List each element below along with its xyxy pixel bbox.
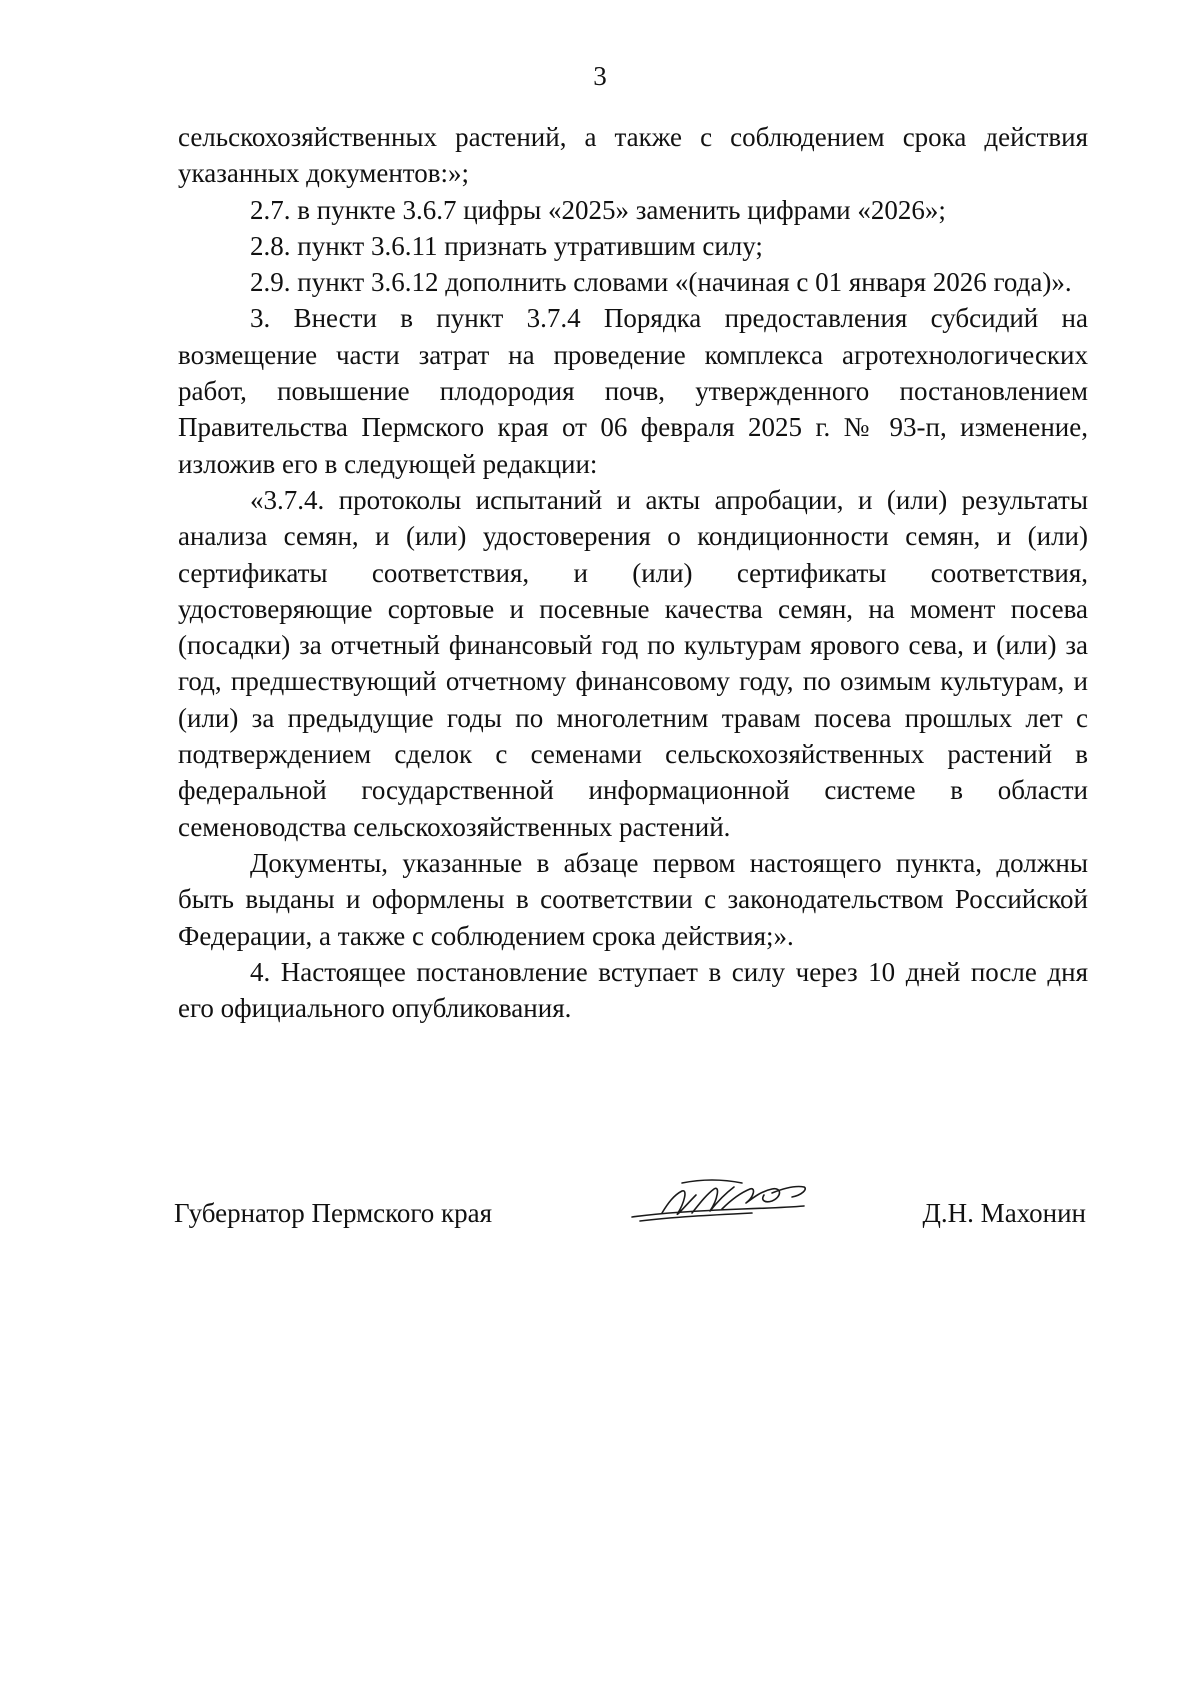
signatory-position: Губернатор Пермского края [174,1198,493,1228]
paragraph-quoted-3-7-4: «3.7.4. протоколы испытаний и акты апробации, и (или) результаты анализа семян, и (или) удостоверения о кондиционности семян, и (или) сертификаты соответствия, и (или) сертификаты соответствия, удостоверяющие сортовые и посевные качества семян, на момент посева (посадки) за отчетный финансовый год по культурам ярового сева, и (или) за год, предшествующий отчетному финансовому году, по озимым культурам, и (или) за предыдущие годы по многолетним травам посева прошлых лет с подтверждением сделок с семенами сельскохозяйственных растений в федеральной государственной информационной системе в области семеноводства сельскохозяйственных растений. [178,484,1088,842]
paragraph-item-2-8: 2.8. пункт 3.6.11 признать утратившим силу; [250,230,763,261]
paragraph-documents: Документы, указанные в абзаце первом настоящего пункта, должны быть выданы и оформлены в соответствии с законодательством Российской Федерации, а также с соблюдением срока действия;». [178,847,1088,951]
document-body [178,119,1088,1026]
paragraph-item-4: 4. Настоящее постановление вступает в силу через 10 дней после дня его официального опубликования. [178,956,1088,1024]
paragraph-item-2-7: 2.7. в пункте 3.6.7 цифры «2025» заменить цифрами «2026»; [250,194,946,225]
paragraph-continuation: сельскохозяйственных растений, а также с соблюдением срока действия указанных документов:»; [178,122,1088,189]
signature-block [174,1195,1086,1255]
paragraph-item-2-9: 2.9. пункт 3.6.12 дополнить словами «(начиная с 01 января 2026 года)». [250,267,1072,298]
paragraph-item-3: 3. Внести в пункт 3.7.4 Порядка предоставления субсидий на возмещение части затрат на проведение комплекса агротехнологических работ, повышение плодородия почв, утвержденного постановлением Правительства Пермского края от 06 февраля 2025 г. № 93-п, изменение, изложив его в следующей редакции: [178,303,1088,479]
signatory-name: Д.Н. Махонин [922,1198,1086,1228]
handwritten-signature [622,1173,812,1233]
page-number: 3 [593,61,607,91]
